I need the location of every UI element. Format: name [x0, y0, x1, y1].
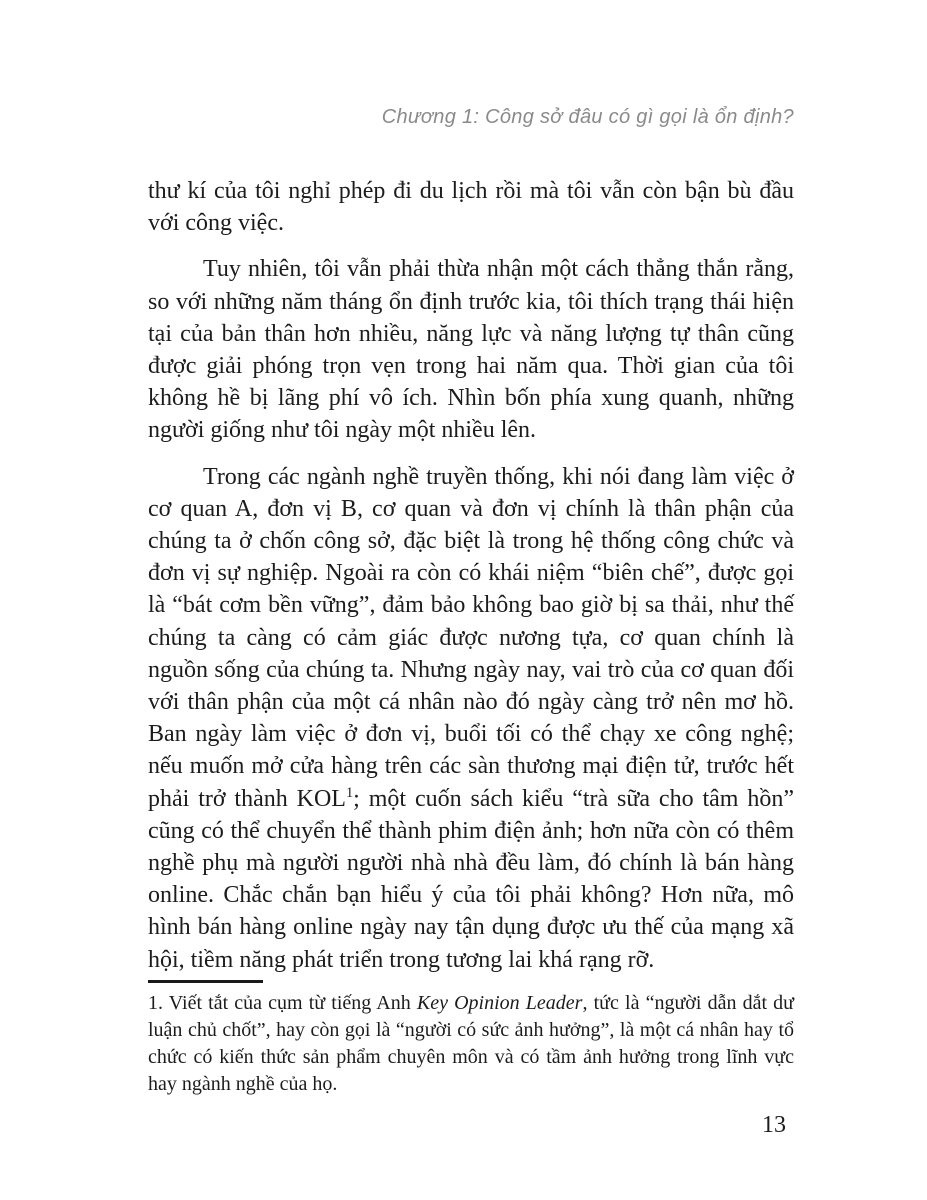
- chapter-running-header: Chương 1: Công sở đâu có gì gọi là ổn định?: [381, 106, 794, 128]
- paragraph-segment: Trong các ngành nghề truyền thống, khi nói đang làm việc ở cơ quan A, đơn vị B, cơ quan và đơn vị chính là thân phận của chúng ta ở chốn công sở, đặc biệt là trong hệ thống công chức và đơn vị sự nghiệp. Ngoài ra còn có khái niệm “biên chế”, được gọi là “bát cơm bền vững”, đảm bảo không bao giờ bị sa thải, như thế chúng ta càng có cảm giác được nương tựa, cơ quan chính là nguồn sống của chúng ta. Nhưng ngày nay, vai trò của cơ quan đối với thân phận của một cá nhân nào đó ngày càng trở nên mơ hồ. Ban ngày làm việc ở đơn vị, buổi tối có thể chạy xe công nghệ; nếu muốn mở cửa hàng trên các sàn thương mại điện tử, trước hết phải trở thành KOL: [148, 463, 794, 812]
- footnote-italic-term: Key Opinion Leader: [416, 991, 583, 1014]
- footnote-reference-marker: 1: [345, 784, 354, 801]
- paragraph: [148, 461, 794, 976]
- paragraph-continuation: thư kí của tôi nghỉ phép đi du lịch rồi mà tôi vẫn còn bận bù đầu với công việc.: [148, 178, 794, 237]
- page-content: [148, 106, 794, 1139]
- footnote-segment: , tức là “người dẫn dắt dư luận chủ chốt”, hay còn gọi là “người có sức ảnh hưởng”, là một cá nhân hay tổ chức có kiến thức sản phẩm chuyên môn và có tầm ảnh hưởng trong lĩnh vực hay ngành nghề của họ.: [148, 991, 794, 1095]
- paragraph: Tuy nhiên, tôi vẫn phải thừa nhận một cách thẳng thắn rằng, so với những năm tháng ổn định trước kia, tôi thích trạng thái hiện tại của bản thân hơn nhiều, năng lực và năng lượng tự thân cũng được giải phóng trọn vẹn trong hai năm qua. Thời gian của tôi không hề bị lãng phí vô ích. Nhìn bốn phía xung quanh, những người giống như tôi ngày một nhiều lên.: [148, 256, 794, 444]
- footnote-separator-rule: [148, 980, 263, 983]
- body-text: [148, 175, 794, 976]
- paragraph-segment: ; một cuốn sách kiểu “trà sữa cho tâm hồn” cũng có thể chuyển thể thành phim điện ảnh; hơn nữa còn có thêm nghề phụ mà người người nhà nhà đều làm, đó chính là bán hàng online. Chắc chắn bạn hiểu ý của tôi phải không? Hơn nữa, mô hình bán hàng online ngày nay tận dụng được ưu thế của mạng xã hội, tiềm năng phát triển trong tương lai khá rạng rỡ.: [148, 785, 794, 973]
- footnote-segment: 1. Viết tắt của cụm từ tiếng Anh: [148, 991, 417, 1014]
- footnote: [148, 990, 794, 1098]
- page-number: 13: [762, 1111, 786, 1138]
